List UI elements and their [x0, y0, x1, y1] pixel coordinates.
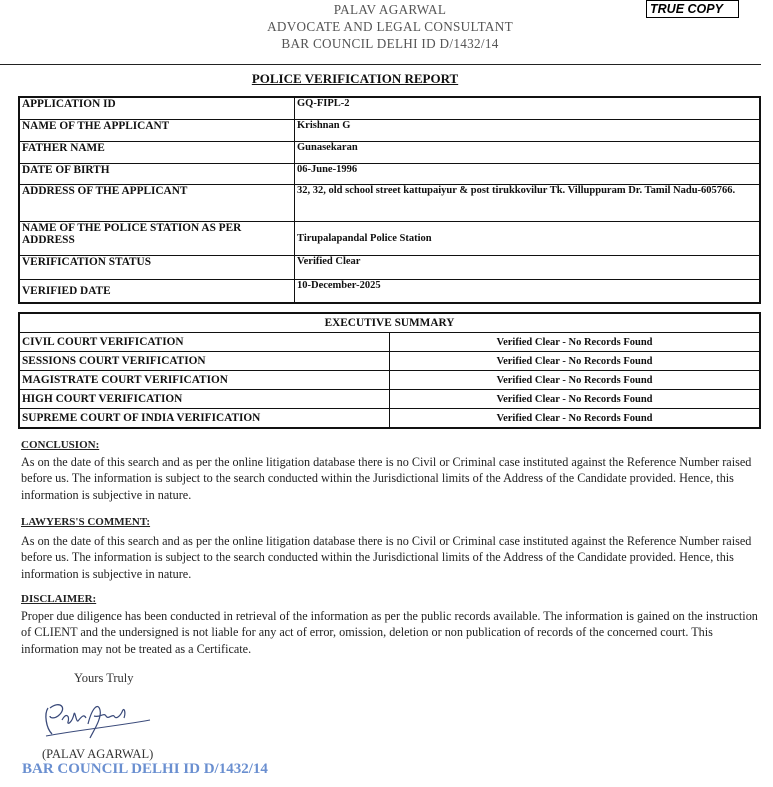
row-label: APPLICATION ID [19, 97, 295, 119]
row-label: DATE OF BIRTH [19, 163, 295, 184]
row-value: 10-December-2025 [295, 279, 761, 303]
row-label: SUPREME COURT OF INDIA VERIFICATION [19, 409, 390, 429]
true-copy-stamp: TRUE COPY [646, 0, 739, 18]
report-title [0, 71, 710, 87]
table-row [19, 255, 760, 279]
lawyer-designation: ADVOCATE AND LEGAL CONSULTANT [267, 19, 513, 34]
row-value: Verified Clear - No Records Found [390, 352, 761, 371]
summary-title: EXECUTIVE SUMMARY [19, 313, 760, 333]
table-row [19, 390, 760, 409]
row-value: GQ-FIPL-2 [295, 97, 761, 119]
signatory-name: (PALAV AGARWAL) [42, 747, 154, 761]
disclaimer-heading: DISCLAIMER: [21, 593, 97, 605]
row-label: VERIFIED DATE [19, 279, 295, 303]
row-label: ADDRESS OF THE APPLICANT [19, 184, 295, 221]
summary-header-row [19, 313, 760, 333]
table-row [19, 97, 760, 119]
table-row [19, 352, 760, 371]
lawyers-comment-text: As on the date of this search and as per the online litigation database there is no Civil or Criminal case instituted against the Reference Number raised before us. The information is subject to the search conducted within the Jurisdictional limits of the Address of the Candidate provided. Hence, this information is subjective in nature. [21, 533, 752, 581]
row-label: VERIFICATION STATUS [19, 255, 295, 279]
row-value: Verified Clear - No Records Found [390, 371, 761, 390]
table-row [19, 221, 760, 255]
row-value: 06-June-1996 [295, 163, 761, 184]
row-value: Krishnan G [295, 119, 761, 141]
disclaimer-text: Proper due diligence has been conducted in retrieval of the information as per the public records available. The information is gained on the instruction of CLIENT and the undersigned is not liable for any act of error, omission, deletion or non publication of records of the concerned court. This information may not be treated as a Certificate. [21, 608, 758, 656]
table-row [19, 371, 760, 390]
lawyers-comment-heading: LAWYERS'S COMMENT: [21, 516, 151, 528]
lawyer-name: PALAV AGARWAL [333, 2, 447, 17]
row-label: NAME OF THE POLICE STATION AS PER ADDRESS [19, 221, 295, 255]
lawyer-bar-id: BAR COUNCIL DELHI ID D/1432/14 [281, 36, 499, 51]
row-value: Verified Clear [295, 255, 761, 279]
row-label: HIGH COURT VERIFICATION [19, 390, 390, 409]
table-row [19, 119, 760, 141]
row-value: Verified Clear - No Records Found [390, 333, 761, 352]
row-value: Verified Clear - No Records Found [390, 409, 761, 429]
row-label: FATHER NAME [19, 141, 295, 163]
row-value: Gunasekaran [295, 141, 761, 163]
table-row [19, 141, 760, 163]
table-row [19, 279, 760, 303]
lawyers-comment-section [21, 514, 761, 582]
header-divider [0, 64, 761, 65]
application-details-table [18, 96, 761, 304]
report-title-text: POLICE VERIFICATION REPORT [251, 71, 459, 86]
conclusion-heading: CONCLUSION: [21, 439, 100, 451]
executive-summary-table [18, 312, 761, 429]
table-row [19, 409, 760, 429]
row-value: Verified Clear - No Records Found [390, 390, 761, 409]
row-value: 32, 32, old school street kattupaiyur & post tirukkovilur Tk. Villuppuram Dr. Tamil Nadu-605766. [295, 184, 761, 221]
footer-bar-id: BAR COUNCIL DELHI ID D/1432/14 [22, 761, 268, 777]
table-row [19, 184, 760, 221]
closing-salutation: Yours Truly [74, 671, 134, 685]
table-row [19, 163, 760, 184]
signature-image [38, 694, 158, 742]
row-label: CIVIL COURT VERIFICATION [19, 333, 390, 352]
row-label: SESSIONS COURT VERIFICATION [19, 352, 390, 371]
conclusion-text: As on the date of this search and as per the online litigation database there is no Civil or Criminal case instituted against the Reference Number raised before us. The information is subject to the search conducted within the Jurisdictional limits of the Address of the Candidate provided. Hence, this information is subjective in nature. [21, 454, 752, 502]
table-row [19, 333, 760, 352]
row-value: Tirupalapandal Police Station [295, 221, 761, 255]
row-label: NAME OF THE APPLICANT [19, 119, 295, 141]
conclusion-section [21, 437, 761, 503]
row-label: MAGISTRATE COURT VERIFICATION [19, 371, 390, 390]
disclaimer-section [21, 591, 761, 657]
